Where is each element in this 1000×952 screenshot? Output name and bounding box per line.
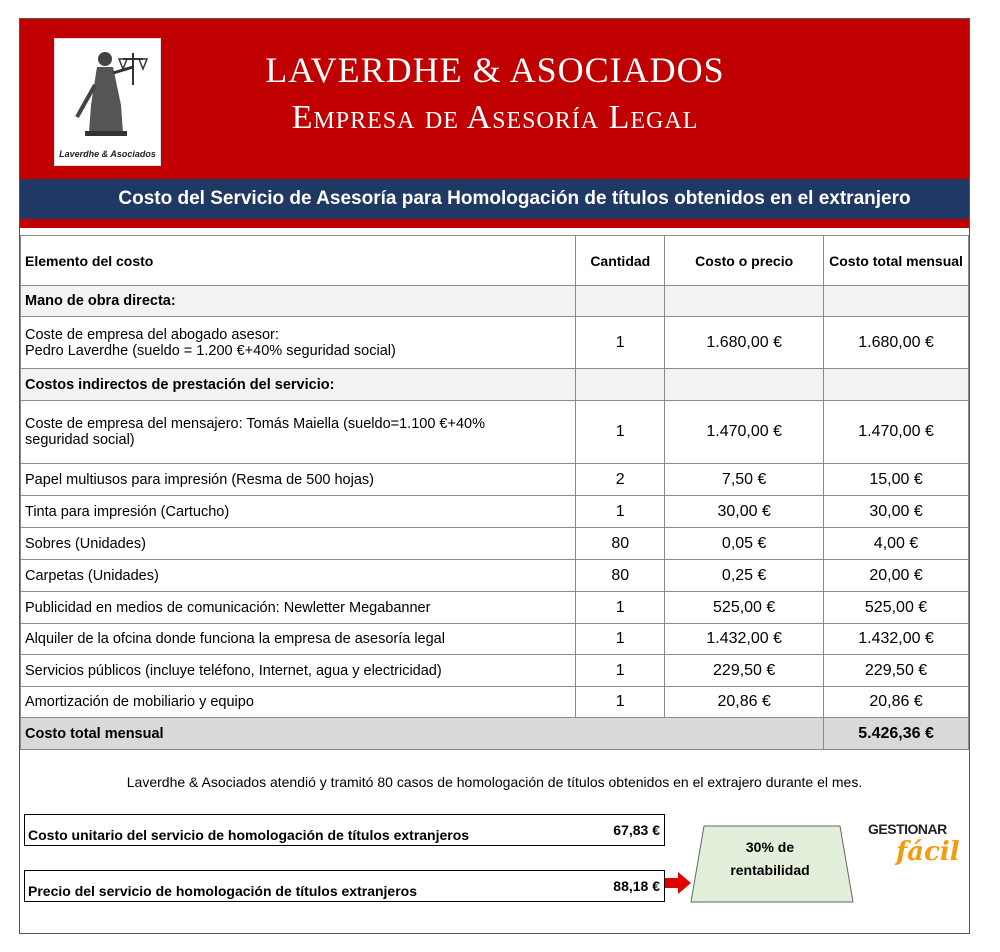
- row-total: 1.432,00 €: [824, 624, 969, 655]
- row-total: 229,50 €: [824, 655, 969, 687]
- company-tagline: Empresa de Asesoría Legal: [291, 99, 699, 136]
- row-label: Amortización de mobiliario y equipo: [21, 687, 576, 718]
- margin-line1: 30% de: [745, 839, 795, 855]
- column-header: Elemento del costo: [21, 236, 576, 286]
- row-total: 4,00 €: [824, 528, 969, 560]
- row-price: 30,00 €: [665, 496, 824, 528]
- table-row: [21, 624, 969, 655]
- row-label: Servicios públicos (incluye teléfono, Internet, agua y electricidad): [21, 655, 576, 687]
- table-row: [21, 560, 969, 592]
- cost-table: [20, 235, 969, 750]
- row-quantity: 1: [576, 592, 665, 624]
- table-header-row: [21, 236, 969, 286]
- section-label: Mano de obra directa:: [21, 286, 576, 317]
- row-quantity: 1: [576, 317, 665, 369]
- brand-line2: fácil: [896, 837, 960, 867]
- right-arrow-icon: [665, 872, 691, 894]
- margin-line2: rentabilidad: [730, 862, 810, 878]
- row-quantity: 1: [576, 624, 665, 655]
- row-label: Papel multiusos para impresión (Resma de 500 hojas): [21, 464, 576, 496]
- row-price: 1.470,00 €: [665, 401, 824, 464]
- price-label: Precio del servicio de homologación de títulos extranjeros: [28, 883, 417, 899]
- row-quantity: 1: [576, 687, 665, 718]
- company-name: LAVERDHE & ASOCIADOS: [265, 50, 725, 90]
- logo-caption: Laverdhe & Asociados: [59, 149, 156, 159]
- cost-sheet: [19, 18, 970, 934]
- page-subtitle: Costo del Servicio de Asesoría para Homologación de títulos obtenidos en el extranjero: [118, 188, 911, 209]
- row-label: Sobres (Unidades): [21, 528, 576, 560]
- unit-cost-label: Costo unitario del servicio de homologación de títulos extranjeros: [28, 827, 470, 843]
- row-label: [21, 401, 576, 464]
- row-price: 20,86 €: [665, 687, 824, 718]
- column-header: Costo o precio: [665, 236, 824, 286]
- row-price: 7,50 €: [665, 464, 824, 496]
- row-label-line2: Pedro Laverdhe (sueldo = 1.200 €+40% seguridad social): [25, 342, 396, 359]
- table-row: [21, 592, 969, 624]
- total-value: 5.426,36 €: [824, 718, 969, 750]
- row-quantity: 80: [576, 528, 665, 560]
- table-row: [21, 655, 969, 687]
- row-label: Carpetas (Unidades): [21, 560, 576, 592]
- column-header: Costo total mensual: [824, 236, 969, 286]
- row-total: 525,00 €: [824, 592, 969, 624]
- column-header: Cantidad: [576, 236, 665, 286]
- row-total: 20,00 €: [824, 560, 969, 592]
- row-quantity: 2: [576, 464, 665, 496]
- table-row: [21, 464, 969, 496]
- row-label-line1: Coste de empresa del mensajero: Tomás Maiella (sueldo=1.100 €+40%: [25, 416, 485, 432]
- row-quantity: 1: [576, 401, 665, 464]
- brand-line1: GESTIONAR: [868, 821, 947, 837]
- row-label: Publicidad en medios de comunicación: Newletter Megabanner: [21, 592, 576, 624]
- gestionar-facil-logo: [866, 819, 960, 889]
- table-row: [21, 687, 969, 718]
- row-price: 0,25 €: [665, 560, 824, 592]
- row-quantity: 1: [576, 655, 665, 687]
- unit-cost-value: 67,83 €: [613, 822, 660, 838]
- company-logo: [54, 38, 161, 166]
- table-row: [21, 496, 969, 528]
- row-price: 1.432,00 €: [665, 624, 824, 655]
- row-quantity: 80: [576, 560, 665, 592]
- section-row: [21, 286, 969, 317]
- row-label: [21, 317, 576, 369]
- price-box: [24, 870, 665, 902]
- row-price: 1.680,00 €: [665, 317, 824, 369]
- row-price: 0,05 €: [665, 528, 824, 560]
- section-row: [21, 369, 969, 401]
- table-row: [21, 401, 969, 464]
- row-total: 15,00 €: [824, 464, 969, 496]
- row-price: 525,00 €: [665, 592, 824, 624]
- row-total: 1.470,00 €: [824, 401, 969, 464]
- section-label: Costos indirectos de prestación del servicio:: [21, 369, 576, 401]
- row-label-line2: seguridad social): [25, 432, 135, 448]
- row-quantity: 1: [576, 496, 665, 528]
- row-price: 229,50 €: [665, 655, 824, 687]
- subtitle-bar: [20, 179, 969, 228]
- row-total: 30,00 €: [824, 496, 969, 528]
- header-banner: [20, 19, 969, 179]
- unit-cost-box: [24, 814, 665, 846]
- row-label-line1: Coste de empresa del abogado asesor:: [25, 326, 279, 343]
- row-label: Alquiler de la ofcina donde funciona la empresa de asesoría legal: [21, 624, 576, 655]
- margin-label: [710, 836, 830, 882]
- table-row: [21, 528, 969, 560]
- row-total: 1.680,00 €: [824, 317, 969, 369]
- total-row: [21, 718, 969, 750]
- row-total: 20,86 €: [824, 687, 969, 718]
- summary-note: Laverdhe & Asociados atendió y tramitó 80 casos de homologación de títulos obtenidos en el extrajero durante el mes.: [126, 774, 863, 790]
- total-label: Costo total mensual: [21, 718, 824, 750]
- row-label: Tinta para impresión (Cartucho): [21, 496, 576, 528]
- table-row: [21, 317, 969, 369]
- price-value: 88,18 €: [613, 878, 660, 894]
- lady-justice-icon: [67, 45, 149, 137]
